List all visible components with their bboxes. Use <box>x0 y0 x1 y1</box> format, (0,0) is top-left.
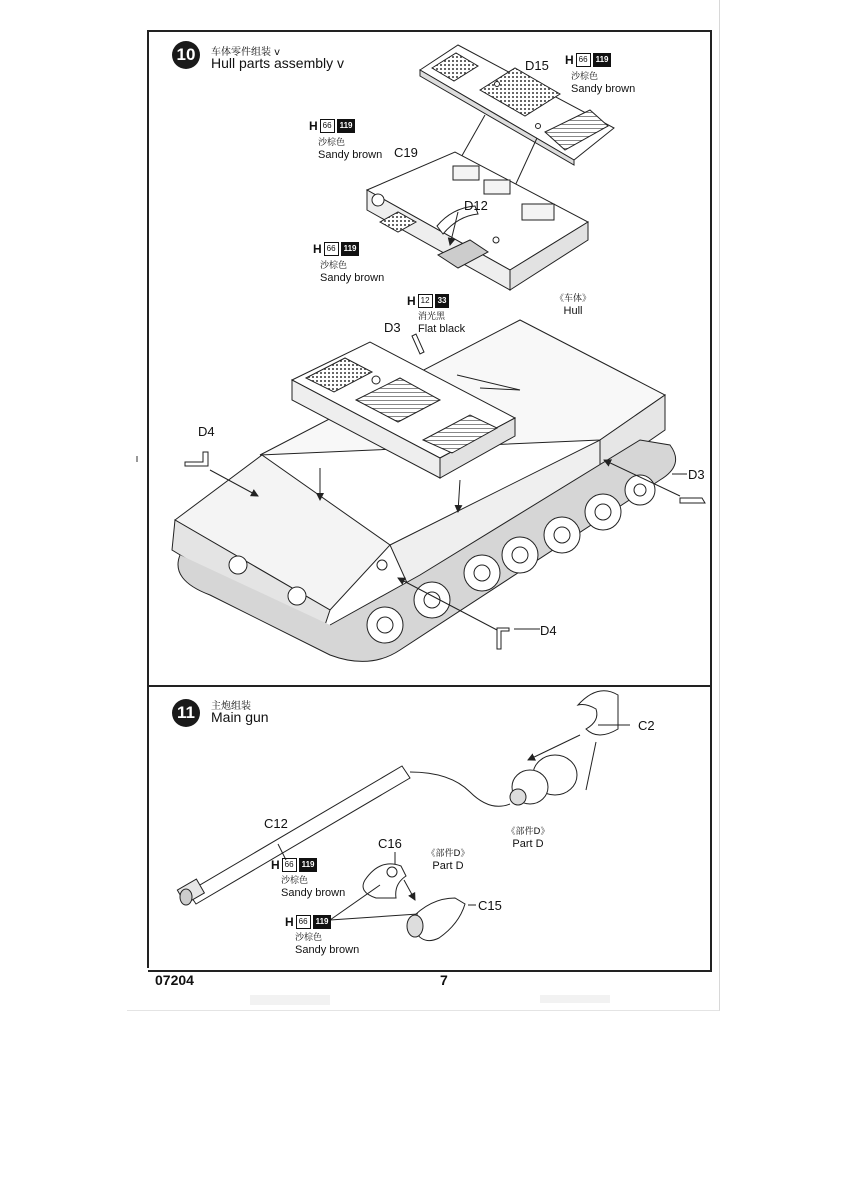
paint-callout <box>285 915 331 929</box>
paint-code-dark: 33 <box>435 294 450 308</box>
part-label-c15: C15 <box>478 898 502 913</box>
part-d-label <box>420 848 476 872</box>
part-label-c19: C19 <box>394 145 418 160</box>
paint-prefix: H <box>565 53 574 67</box>
paint-prefix: H <box>309 119 318 133</box>
paint-name <box>295 932 359 956</box>
part-d4-left <box>185 452 208 466</box>
paint-name-en: Sandy brown <box>320 272 385 284</box>
paint-code: 66 <box>282 858 297 872</box>
part-label-c12: C12 <box>264 816 288 831</box>
part-label-d3: D3 <box>384 320 401 335</box>
arrow-c16 <box>404 880 415 900</box>
paint-callout <box>313 242 359 256</box>
paint-name-en: Flat black <box>418 323 466 335</box>
part-label-d4: D4 <box>540 623 557 638</box>
paint-name-en: Sandy brown <box>571 83 636 95</box>
part-label-d4: D4 <box>198 424 215 439</box>
paint-callout <box>407 294 449 308</box>
part-d-label <box>500 826 556 850</box>
paint-name-en: Sandy brown <box>281 887 346 899</box>
part-d-label-en: Part D <box>432 860 464 872</box>
paint-code-dark: 119 <box>313 915 332 929</box>
paint-name <box>571 71 635 95</box>
leader-line <box>410 772 510 806</box>
paint-name-cn: 消光黑 <box>418 312 446 322</box>
step-title-cn: 车体零件组装 v <box>211 47 281 58</box>
part-d-label-cn: 《部件D》 <box>426 849 470 859</box>
upper-deck-c19 <box>367 152 588 290</box>
part-d-mantlet <box>510 755 577 805</box>
paint-name-en: Sandy brown <box>318 149 383 161</box>
hull-label-en: Hull <box>563 305 583 317</box>
paint-name-cn: 沙棕色 <box>571 72 599 82</box>
part-d4-lower <box>497 628 509 649</box>
part-c2 <box>578 691 618 735</box>
step-title-cn: 主炮组装 <box>211 701 251 712</box>
leader-line <box>586 742 596 790</box>
paint-name <box>318 137 382 161</box>
hull-label-cn: 《车体》 <box>554 294 591 304</box>
part-d3-upper <box>412 334 424 354</box>
leader-line <box>330 914 418 920</box>
part-label-d15: D15 <box>525 58 549 73</box>
paint-prefix: H <box>313 242 322 256</box>
step-title-en: Hull parts assembly v <box>211 55 345 71</box>
paint-code-dark: 119 <box>593 53 612 67</box>
kit-number: 07204 <box>155 972 194 988</box>
paint-code: 66 <box>324 242 339 256</box>
paint-name-cn: 沙棕色 <box>281 876 309 886</box>
paint-prefix: H <box>285 915 294 929</box>
paint-callout <box>565 53 611 67</box>
paint-name-en: Sandy brown <box>295 944 360 956</box>
paint-name <box>418 311 465 335</box>
part-label-d12: D12 <box>464 198 488 213</box>
paint-code-dark: 119 <box>299 858 318 872</box>
paint-callout <box>309 119 355 133</box>
paint-name-cn: 沙棕色 <box>318 138 346 148</box>
step-number-badge: 11 <box>172 699 200 727</box>
part-c15 <box>407 898 465 941</box>
paint-name <box>320 260 384 284</box>
paint-callout <box>271 858 317 872</box>
paint-code: 66 <box>296 915 311 929</box>
step-number-badge: 10 <box>172 41 200 69</box>
paint-code: 66 <box>576 53 591 67</box>
paint-name-cn: 沙棕色 <box>320 261 348 271</box>
paint-name <box>281 875 345 899</box>
paint-code-dark: 119 <box>341 242 360 256</box>
paint-name-cn: 沙棕色 <box>295 933 323 943</box>
page-number: 7 <box>440 972 448 988</box>
part-d3-right <box>680 498 705 503</box>
paint-prefix: H <box>407 294 416 308</box>
arrow-deck <box>458 480 460 512</box>
part-label-c16: C16 <box>378 836 402 851</box>
paint-code: 12 <box>418 294 433 308</box>
paint-prefix: H <box>271 858 280 872</box>
paint-code-dark: 119 <box>337 119 356 133</box>
part-d-label-en: Part D <box>512 838 544 850</box>
part-label-d3: D3 <box>688 467 705 482</box>
part-d-label-cn: 《部件D》 <box>506 827 550 837</box>
part-label-c2: C2 <box>638 718 655 733</box>
step-title-en: Main gun <box>211 709 269 725</box>
paint-code: 66 <box>320 119 335 133</box>
hull-label <box>548 293 598 317</box>
